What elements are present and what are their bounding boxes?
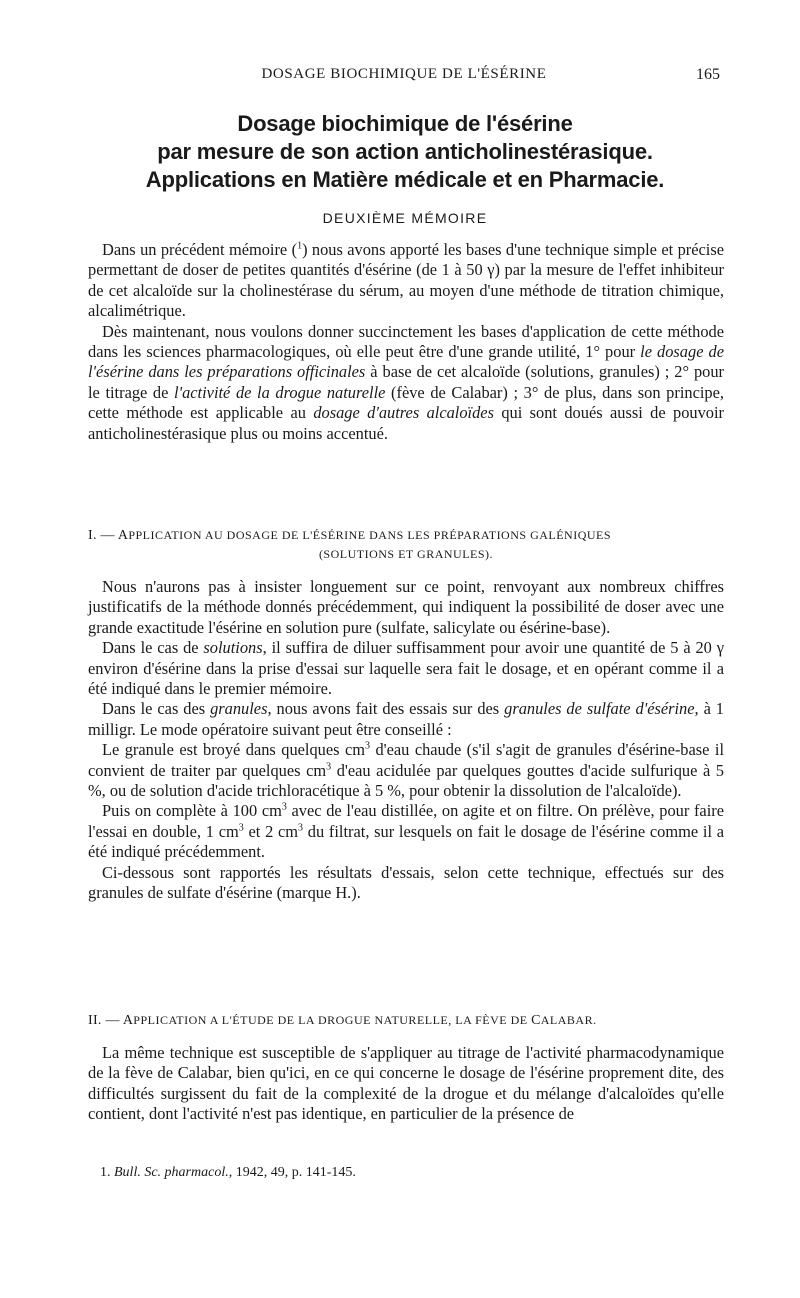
paragraph: Puis on complète à 100 $cm^3$ avec de l'eau distillée, on agite et on filtre. On prélève, pour faire l'essai en double, 1 $cm^3$ et 2 $cm^3$ du filtrat, sur lesquels on fait le dosage de l'ésérine comme il a été indiqué précédemment.: [88, 801, 725, 862]
title-line-2: par mesure de son action anticholinestérasique.: [157, 139, 653, 164]
article-title: [90, 110, 720, 194]
section-heading-2: II. — APPLICATION A L'ÉTUDE DE LA DROGUE NATURELLE, LA FÈVE DE CALABAR.: [88, 1013, 597, 1028]
paragraph: Nous n'aurons pas à insister longuement sur ce point, renvoyant aux nombreux chiffres justificatifs de la méthode donnés précédemment, qui indiquent la possibilité de doser avec une grande exactitude l'ésérine en solution pure (sulfate, salicylate ou ésérine-base).: [88, 577, 724, 637]
page-number: 165: [696, 66, 720, 83]
intro-body: [88, 240, 724, 444]
paragraph: Dans le cas des granules, nous avons fait des essais sur des granules de sulfate d'ésérine, à 1 milligr. Le mode opératoire suivant peut être conseillé :: [88, 699, 725, 739]
memoir-subtitle: DEUXIÈME MÉMOIRE: [322, 210, 488, 226]
paragraph: Le granule est broyé dans quelques $cm^3$ d'eau chaude (s'il s'agit de granules d'ésérine-base il convient de traiter par quelques $cm^3$ d'eau acidulée par quelques gouttes d'acide sulfurique à 5 %, ou de solution d'acide trichloracétique à 5 %, pour obtenir la dissolution de l'alcaloïde).: [88, 740, 725, 801]
title-line-1: Dosage biochimique de l'ésérine: [237, 111, 573, 136]
paragraph: Dans un précédent mémoire ($^1$) nous avons apporté les bases d'une technique simple et précise permettant de doser de petites quantités d'ésérine (de 1 à 50 γ) par la mesure de l'effet inhibiteur de cet alcaloïde sur la cholinestérase du sérum, au moyen d'une méthode de titration chimique, alcalimétrique.: [88, 240, 724, 321]
running-header: [88, 64, 720, 88]
section-1-body: [88, 577, 724, 904]
running-title: DOSAGE BIOCHIMIQUE DE L'ÉSÉRINE: [261, 66, 547, 82]
paragraph: Ci-dessous sont rapportés les résultats d'essais, selon cette technique, effectués sur des granules de sulfate d'ésérine (marque H.).: [88, 862, 724, 903]
paragraph: Dans le cas de solutions, il suffira de diluer suffisamment pour avoir une quantité de 5 à 20 γ environ d'ésérine dans la prise d'essai sur laquelle sera fait le dosage, et en opérant comme il a été indiqué dans le premier mémoire.: [88, 638, 724, 699]
paragraph: La même technique est susceptible de s'appliquer au titrage de l'activité pharmacodynamique de la fève de Calabar, bien qu'ici, en ce qui concerne le dosage de l'ésérine proprement dite, des difficultés surgissent du fait de la complexité de la drogue et du mélange d'alcaloïdes qu'elle contient, dont l'activité n'est pas identique, en particulier de la présence de: [88, 1043, 724, 1124]
footnote-ref[interactable]: 1: [297, 240, 303, 252]
section-2-body: [88, 1043, 724, 1125]
paragraph: Dès maintenant, nous voulons donner succinctement les bases d'application de cette méthode dans les sciences pharmacologiques, où elle peut être d'une grande utilité, 1° pour le dosage de l'ésérine dans les préparations officinales à base de cet alcaloïde (solutions, granules) ; 2° pour le titrage de l'activité de la drogue naturelle (fève de Calabar) ; 3° de plus, dans son principe, cette méthode est applicable au dosage d'autres alcaloïdes qui sont doués aussi de pouvoir anticholinestérasique plus ou moins accentué.: [88, 321, 724, 443]
title-line-3: Applications en Matière médicale et en Pharmacie.: [145, 167, 665, 192]
footnote: 1. Bull. Sc. pharmacol., 1942, 49, p. 141-145.: [100, 1165, 356, 1180]
section-heading-1: I. — APPLICATION AU DOSAGE DE L'ÉSÉRINE DANS LES PRÉPARATIONS GALÉNIQUES (SOLUTIONS ET GRANULES).: [88, 528, 612, 561]
